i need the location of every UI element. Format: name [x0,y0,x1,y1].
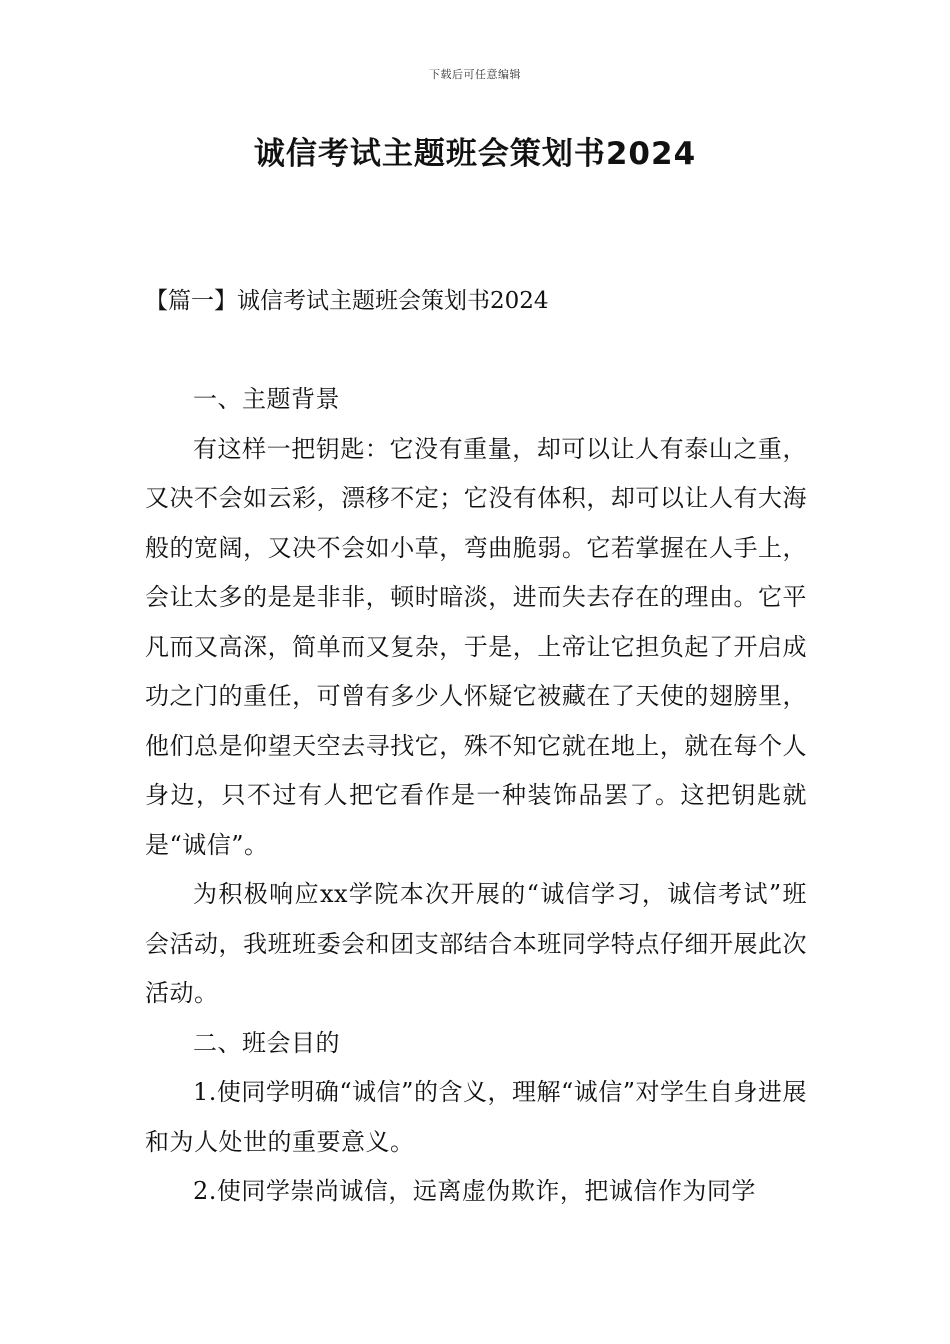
body-text [145,375,807,1217]
purpose-item-2: 2.使同学崇尚诚信，远离虚伪欺诈，把诚信作为同学 [193,1177,756,1205]
section-heading: 【篇一】诚信考试主题班会策划书2024 [145,288,549,314]
paragraph-key-metaphor: 有这样一把钥匙：它没有重量，却可以让人有泰山之重，又决不会如云彩，漂移不定；它没有体积，却可以让人有大海般的宽阔，又决不会如小草，弯曲脆弱。它若掌握在人手上，会让太多的是是非非，顿时暗淡，进而失去存在的理由。它平凡而又高深，简单而又复杂，于是，上帝让它担负起了开启成功之门的重任，可曾有多少人怀疑它被藏在了天使的翅膀里，他们总是仰望天空去寻找它，殊不知它就在地上，就在每个人身边，只不过有人把它看作是一种装饰品罢了。这把钥匙就是“诚信”。 [145,434,807,859]
document-title: 诚信考试主题班会策划书2024 [253,136,697,172]
purpose-item-1: 1.使同学明确“诚信”的含义，理解“诚信”对学生自身进展和为人处世的重要意义。 [145,1078,807,1156]
subheading-purpose: 二、班会目的 [193,1028,340,1057]
header-note: 下载后可任意编辑 [429,68,521,81]
subheading-background: 一、主题背景 [193,385,340,413]
paragraph-response: 为积极响应xx学院本次开展的“诚信学习，诚信考试”班会活动，我班班委会和团支部结合本班同学特点仔细开展此次活动。 [145,880,807,1007]
